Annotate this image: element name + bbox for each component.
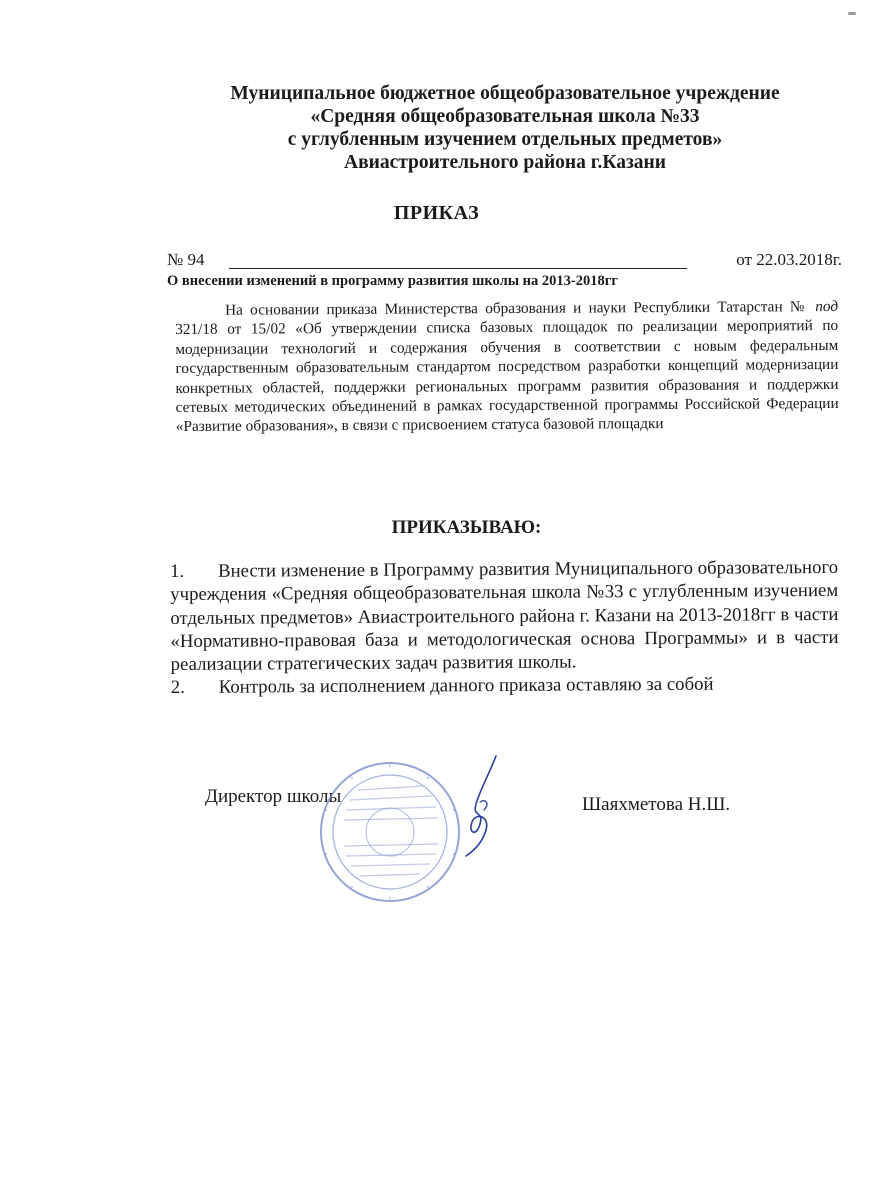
item-text: Контроль за исполнением данного приказа оставляю за собой	[218, 674, 714, 699]
item-number: 1.	[170, 560, 185, 582]
document-title: ПРИКАЗ	[393, 202, 480, 224]
official-stamp	[318, 760, 463, 905]
order-item	[170, 556, 839, 677]
order-heading: ПРИКАЗЫВАЮ:	[391, 517, 542, 538]
handwritten-signature	[450, 752, 510, 862]
header-line-3: с углубленным изучением отдельных предметов»	[287, 129, 723, 150]
order-number-line	[167, 250, 852, 274]
header-line-4: Авиастроительного района г.Казани	[343, 152, 667, 173]
order-number: № 94	[167, 250, 205, 269]
basis-part-1: На основании приказа Министерства образования и науки Республики Татарстан №	[225, 298, 808, 319]
basis-part-2: под	[815, 297, 839, 316]
number-underline	[229, 268, 687, 269]
header-line-1: Муниципальное бюджетное общеобразовательное учреждение	[230, 83, 780, 104]
header-line-2: «Средняя общеобразовательная школа №33	[310, 106, 700, 127]
order-item	[171, 672, 839, 699]
order-subject: О внесении изменений в программу развития школы на 2013-2018гг	[167, 273, 618, 289]
signature-name: Шаяхметова Н.Ш.	[582, 794, 731, 815]
order-items	[170, 556, 839, 700]
institution-header	[165, 82, 845, 174]
basis-paragraph	[175, 297, 839, 437]
item-number: 2.	[170, 677, 185, 699]
item-text: Внести изменение в Программу развития Муниципального образовательного учреждения «Средняя общеобразовательная школа №33 с углубленным изучением отдельных предметов» Авиастроительного района г. Казани на 2013-2018гг в части «Нормативно-правовая база и методологическая основа Программы» и в части реализации стратегических задач развития школы.	[170, 556, 839, 676]
signature-role: Директор школы	[205, 786, 342, 807]
basis-part-3: 321/18 от 15/02 «Об утверждении списка базовых площадок по реализации мероприятий по модернизации технологий и содержания обучения в соответствии с новым федеральным государственным образовательным стандартом посредством разработки концепций модернизации конкретных областей, поддержки региональных программ развития образования и поддержки сетевых методических объединений в рамках государственной программы Российской Федерации «Развитие образования», в связи с присвоением статуса базовой площадки	[175, 317, 839, 436]
scan-speck	[848, 12, 856, 15]
order-date: от 22.03.2018г.	[736, 250, 842, 269]
